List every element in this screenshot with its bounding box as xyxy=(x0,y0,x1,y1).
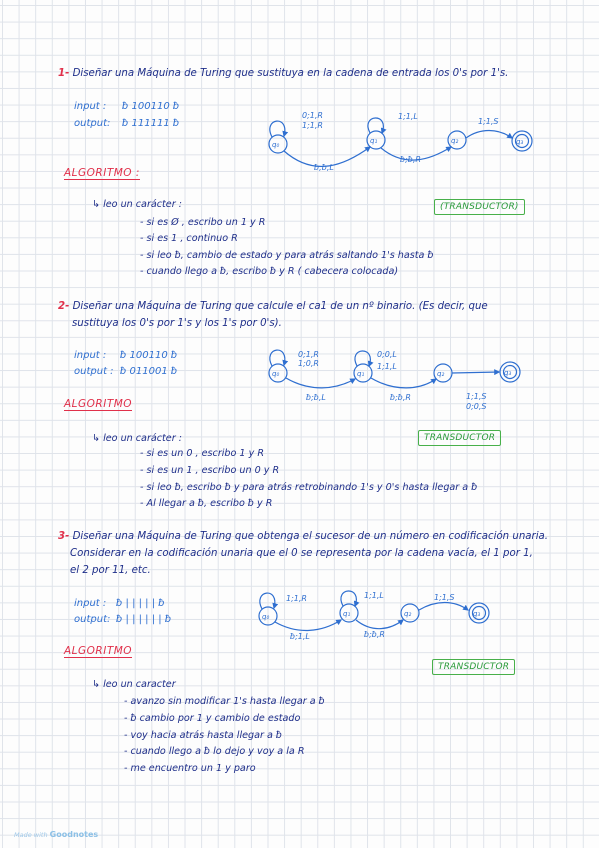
label-q1: q₁ xyxy=(370,137,378,145)
algo-2-item: - si es un 1 , escribo un 0 y R xyxy=(140,465,280,476)
watermark-brand: Goodnotes xyxy=(49,830,99,839)
label-q2: q₂ xyxy=(437,370,445,378)
label-q3: q₃ xyxy=(504,369,512,377)
algoritmo-heading-3: ALGORITMO xyxy=(64,645,133,657)
trans-q1-q2: ƀ;ƀ,R xyxy=(364,630,385,639)
trans-q0-loop2: 1;0,R xyxy=(298,359,319,368)
trans-q1-loop: 1;1,L xyxy=(364,591,384,600)
problem-2-text-line2: sustituya los 0's por 1's y los 1's por 0's). xyxy=(72,318,282,329)
trans-q1-loop: 0;0,L xyxy=(377,350,397,359)
problem-3-text-line2: Considerar en la codificación unaria que el 0 se representa por la cadena vacía, el 1 por 1, xyxy=(70,548,533,559)
algo-1-item: - si es 1 , continuo R xyxy=(140,233,238,244)
algo-3-item: - ƀ cambio por 1 y cambio de estado xyxy=(124,713,301,724)
label-q3: q₃ xyxy=(473,610,481,618)
problem-3-text-line3: el 2 por 11, etc. xyxy=(70,565,151,576)
trans-q1-q2: ƀ;ƀ,R xyxy=(400,155,421,164)
watermark-made-with: Made with xyxy=(14,831,48,839)
algo-3-item: - me encuentro un 1 y paro xyxy=(124,763,256,774)
algo-2-item: - Al llegar a ƀ, escribo ƀ y R xyxy=(140,498,273,509)
label-q1: q₁ xyxy=(357,370,365,378)
problem-2-input-label: input : xyxy=(74,350,107,361)
problem-1-input-value: ƀ 100110 ƀ xyxy=(122,101,180,112)
problem-1-input-label: input : xyxy=(74,101,107,112)
problem-2-text: Diseñar una Máquina de Turing que calcule el ca1 de un nº binario. (Es decir, que xyxy=(72,301,488,312)
trans-q0-loop2: 1;1,R xyxy=(302,121,323,130)
algo-1-item: - si leo ƀ, cambio de estado y para atrás saltando 1's hasta ƀ xyxy=(140,250,434,261)
problem-2-input-value: ƀ 100110 ƀ xyxy=(120,350,178,361)
problem-2-output-label: output : xyxy=(74,366,114,377)
algoritmo-heading-2: ALGORITMO xyxy=(64,398,133,410)
problem-1-number: 1- xyxy=(58,68,70,79)
trans-q2-q3: 1;1,S xyxy=(478,117,499,126)
edge-q0-q1 xyxy=(275,620,341,630)
trans-q1-loop2: 1;1,L xyxy=(377,362,397,371)
problem-3-input-label: input : xyxy=(74,598,107,609)
label-q1: q₁ xyxy=(343,610,351,618)
trans-q0-loop: 0;1,R xyxy=(302,111,323,120)
trans-q1-loop: 1;1,L xyxy=(398,112,418,121)
trans-q0-q1: ƀ;1,L xyxy=(290,632,310,641)
label-q2: q₂ xyxy=(404,610,412,618)
problem-2-number: 2- xyxy=(58,301,70,312)
problem-2-output-value: ƀ 011001 ƀ xyxy=(120,366,178,377)
algo-2-item: - si es un 0 , escribo 1 y R xyxy=(140,448,264,459)
trans-q2-q3: 1;1,S xyxy=(466,392,487,401)
algo-1-item: - si es Ø , escribo un 1 y R xyxy=(140,217,266,228)
algo-3-item: - voy hacia atrás hasta llegar a ƀ xyxy=(124,730,282,741)
algo-3-item: - cuando llego a ƀ lo dejo y voy a la R xyxy=(124,746,305,757)
label-q3: q₃ xyxy=(516,138,524,146)
algo-3-head: ↳ leo un caracter xyxy=(92,679,176,690)
problem-3-output-label: output: xyxy=(74,614,111,625)
trans-q0-q1: ƀ;ƀ,L xyxy=(314,163,334,172)
problem-3-number: 3- xyxy=(58,531,70,542)
trans-q0-loop: 1;1,R xyxy=(286,594,307,603)
algo-1-item: - cuando llego a ƀ, escribo ƀ y R ( cabecera colocada) xyxy=(140,266,399,277)
trans-q0-loop: 0;1,R xyxy=(298,350,319,359)
edge-q1-q2 xyxy=(356,620,403,629)
label-q0: q₀ xyxy=(272,141,280,149)
problem-3-input-value: ƀ | | | | | ƀ xyxy=(116,598,165,609)
algo-1-head: ↳ leo un carácter : xyxy=(92,199,182,210)
edge-q2-q3 xyxy=(419,603,468,611)
problem-1-output-label: output: xyxy=(74,118,111,129)
transductor-tag-3: TRANSDUCTOR xyxy=(432,659,515,675)
problem-1-text: Diseñar una Máquina de Turing que sustituya en la cadena de entrada los 0's por 1's. xyxy=(72,68,509,79)
label-q0: q₀ xyxy=(272,370,280,378)
trans-q2-q3-b: 0;0,S xyxy=(466,402,487,411)
algoritmo-heading-1: ALGORITMO : xyxy=(64,167,140,179)
trans-q2-q3: 1;1,S xyxy=(434,593,455,602)
transductor-tag-2: TRANSDUCTOR xyxy=(418,430,501,446)
algo-2-item: - si leo ƀ, escribo ƀ y para atrás retrobinando 1's y 0's hasta llegar a ƀ xyxy=(140,482,478,493)
trans-q1-q2: ƀ;ƀ,R xyxy=(390,393,411,402)
label-q2: q₂ xyxy=(451,137,459,145)
problem-3-text: Diseñar una Máquina de Turing que obtenga el sucesor de un número en codificación unaria. xyxy=(72,531,549,542)
problem-1-output-value: ƀ 111111 ƀ xyxy=(122,118,180,129)
transductor-tag-1: (TRANSDUCTOR) xyxy=(434,199,525,215)
algo-2-head: ↳ leo un carácter : xyxy=(92,433,182,444)
trans-q0-q1: ƀ;ƀ,L xyxy=(306,393,326,402)
goodnotes-watermark xyxy=(14,830,98,839)
label-q0: q₀ xyxy=(262,613,270,621)
algo-3-item: - avanzo sin modificar 1's hasta llegar a ƀ xyxy=(124,696,325,707)
problem-3-output-value: ƀ | | | | | | ƀ xyxy=(116,614,172,625)
